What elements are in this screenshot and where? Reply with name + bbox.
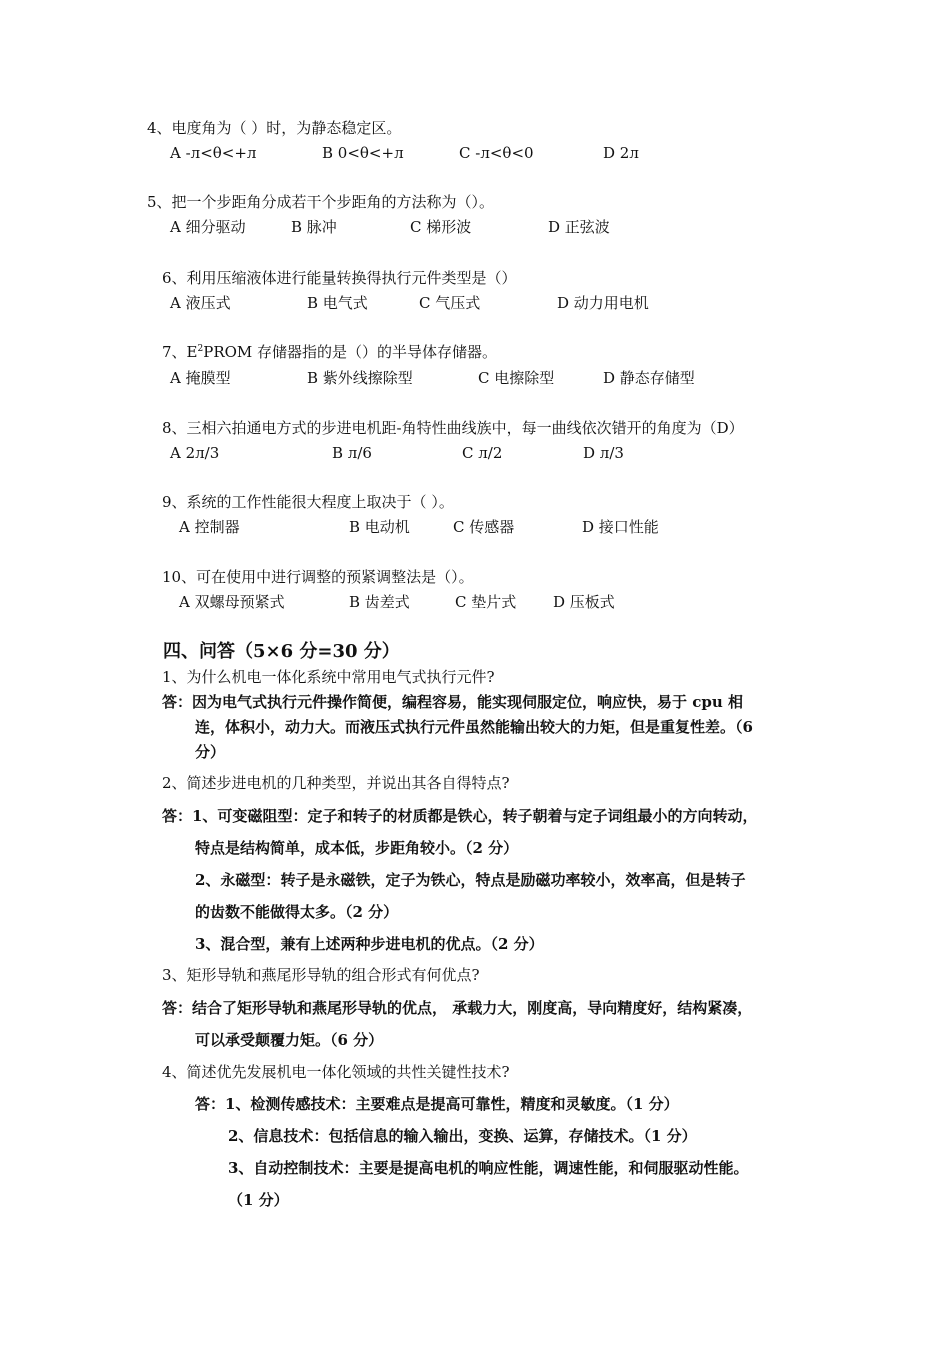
qa-answer-line: 可以承受颠覆力矩。（6 分） xyxy=(195,1031,384,1049)
question-7: 7、$E^2PROM$ 存储器指的是（）的半导体存储器。 xyxy=(162,343,498,361)
option-d: D 压板式 xyxy=(553,593,615,611)
option-b: B 电气式 xyxy=(307,294,368,312)
qa-answer-line: 2、永磁型：转子是永磁铁，定子为铁心，特点是励磁功率较小，效率高，但是转子 xyxy=(195,871,746,889)
option-a: A 掩膜型 xyxy=(170,369,231,387)
option-a: A 细分驱动 xyxy=(170,218,246,236)
option-c: C л/2 xyxy=(462,444,503,462)
option-b: B 齿差式 xyxy=(349,593,410,611)
option-c: C 电擦除型 xyxy=(478,369,555,387)
question-4: 4、电度角为（ ）时，为静态稳定区。 xyxy=(147,119,402,137)
option-d: D л/3 xyxy=(583,444,624,462)
qa-answer-line: 2、信息技术：包括信息的输入输出，变换、运算，存储技术。（1 分） xyxy=(228,1127,697,1145)
option-a: A 双螺母预紧式 xyxy=(179,593,285,611)
qa-answer-line: 答：因为电气式执行元件操作简便，编程容易，能实现伺服定位，响应快，易于 cpu 相 xyxy=(162,693,743,711)
option-b: B 0<θ<+л xyxy=(322,144,404,162)
option-b: B л/6 xyxy=(332,444,372,462)
qa-answer-line: 3、自动控制技术：主要是提高电机的响应性能，调速性能，和伺服驱动性能。 xyxy=(228,1159,749,1177)
question-5: 5、把一个步距角分成若干个步距角的方法称为（）。 xyxy=(147,193,495,211)
option-c: C 传感器 xyxy=(453,518,515,536)
question-10: 10、可在使用中进行调整的预紧调整法是（）。 xyxy=(162,568,474,586)
option-c: C -л<θ<0 xyxy=(459,144,534,162)
qa-answer-line: 答：1、可变磁阻型：定子和转子的材质都是铁心，转子朝着与定子词组最小的方向转动， xyxy=(162,807,758,825)
qa-question-4: 4、简述优先发展机电一体化领域的共性关键性技术? xyxy=(162,1063,510,1081)
qa-answer-line: 分） xyxy=(195,743,226,761)
qa-answer-line: （1 分） xyxy=(228,1191,289,1209)
qa-question-3: 3、矩形导轨和燕尾形导轨的组合形式有何优点? xyxy=(162,966,480,984)
question-8: 8、三相六拍通电方式的步进电机距-角特性曲线族中，每一曲线依次错开的角度为（D） xyxy=(162,419,744,437)
question-9: 9、系统的工作性能很大程度上取决于（ ）。 xyxy=(162,493,454,511)
option-a: A 液压式 xyxy=(170,294,231,312)
qa-answer-line: 3、混合型，兼有上述两种步进电机的优点。（2 分） xyxy=(195,935,544,953)
option-d: D 正弦波 xyxy=(548,218,610,236)
option-d: D 接口性能 xyxy=(582,518,659,536)
qa-question-2: 2、简述步进电机的几种类型，并说出其各自得特点? xyxy=(162,774,510,792)
question-6: 6、利用压缩液体进行能量转换得执行元件类型是（） xyxy=(162,269,517,287)
option-a: A 2л/3 xyxy=(170,444,220,462)
option-d: D 动力用电机 xyxy=(557,294,649,312)
option-c: C 垫片式 xyxy=(455,593,517,611)
option-c: C 梯形波 xyxy=(410,218,472,236)
option-c: C 气压式 xyxy=(419,294,481,312)
qa-answer-line: 特点是结构简单，成本低，步距角较小。（2 分） xyxy=(195,839,519,857)
option-b: B 电动机 xyxy=(349,518,410,536)
section-title: 四、问答（5×6 分=30 分） xyxy=(163,641,400,662)
qa-answer-line: 连，体积小，动力大。而液压式执行元件虽然能输出较大的力矩，但是重复性差。（6 xyxy=(195,718,753,736)
option-b: B 脉冲 xyxy=(291,218,337,236)
option-a: A -л<θ<+л xyxy=(170,144,257,162)
option-a: A 控制器 xyxy=(179,518,240,536)
qa-question-1: 1、为什么机电一体化系统中常用电气式执行元件? xyxy=(162,668,495,686)
qa-answer-line: 的齿数不能做得太多。（2 分） xyxy=(195,903,399,921)
option-d: D 2л xyxy=(603,144,639,162)
option-d: D 静态存储型 xyxy=(603,369,695,387)
option-b: B 紫外线擦除型 xyxy=(307,369,413,387)
qa-answer-line: 答：结合了矩形导轨和燕尾形导轨的优点， 承载力大，刚度高，导向精度好，结构紧凑， xyxy=(162,999,753,1017)
qa-answer-line: 答：1、检测传感技术：主要难点是提高可靠性，精度和灵敏度。（1 分） xyxy=(195,1095,679,1113)
